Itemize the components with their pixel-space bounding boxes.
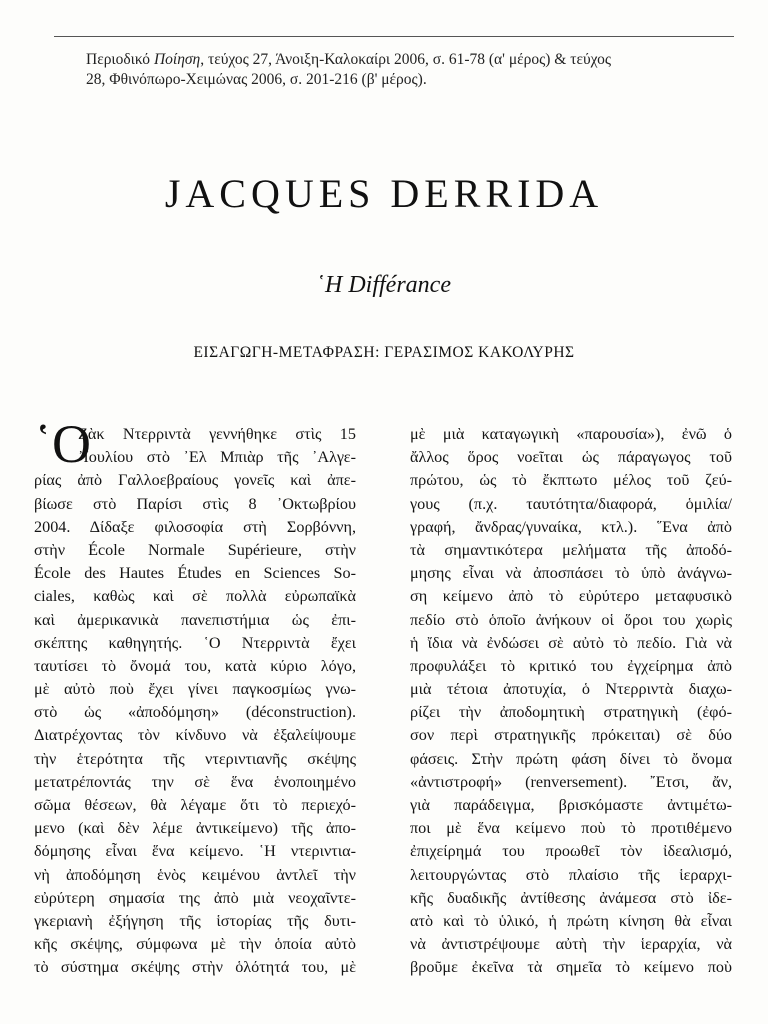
text-line: ciales, καθὼς καὶ σὲ πολλὰ εὐρωπαϊκὰ (34, 587, 356, 606)
text-line: μησης εἶναι νὰ ἀποσπάσει τὸ ὑπὸ ἀνάγνω- (410, 564, 732, 583)
text-line: σον περὶ στρατηγικῆς πρόκειται) σὲ δύο (410, 726, 732, 745)
text-line: εὐρύτερη σημασία της ἀπὸ μιὰ νεοχαῖντε- (34, 888, 356, 907)
essay-subtitle: ῾Η Différance (317, 272, 451, 298)
translator-credit: ΕΙΣΑΓΩΓΗ-ΜΕΤΑΦΡΑΣΗ: ΓΕΡΑΣΙΜΟΣ ΚΑΚΟΛΥΡΗΣ (193, 344, 575, 361)
publication-note-line-1 (86, 50, 736, 70)
text-line: λειτουργώντας στὸ πλαίσιο τῆς ἱεραρχι- (410, 865, 732, 884)
body-column-right (410, 423, 732, 980)
text-line: ση κείμενο ἀπὸ τὸ εὐρύτερο μεταφυσικὸ (410, 587, 732, 606)
journal-name: Ποίηση (153, 51, 201, 68)
text-line: προφυλάξει τὸ κριτικό του ἐγχείρημα ἀπὸ (410, 656, 732, 675)
text-line: γραφή, ἄνδρας/γυναίκα, κτλ.). ῞Ενα ἀπὸ (410, 517, 732, 536)
text-line: ἄλλος ὅρος νοεῖται ὡς πάραγωγος τοῦ (410, 448, 732, 467)
text-line: πεδίο στὸ ὁποῖο ἀνήκουν οἱ ὅροι του χωρὶς (410, 610, 732, 629)
text-line: ᾿Ιουλίου στὸ ᾿Ελ Μπιὰρ τῆς ᾿Αλγε- (78, 448, 356, 467)
text-line: μὲ μιὰ καταγωγικὴ «παρουσία»), ἐνῶ ὁ (410, 425, 732, 443)
text-line: κῆς δυαδικῆς ἀντίθεσης ἀνάμεσα στὸ ἰδε- (410, 888, 732, 907)
text-line: στὸ ὡς «ἀποδόμηση» (déconstruction). (34, 703, 356, 722)
text-line: γκεριανὴ ἐξήγηση τῆς ἱστορίας τῆς δυτι- (34, 911, 356, 930)
text-line: βροῦμε ἐκεῖνα τὰ σημεῖα τὸ κείμενο ποὺ (410, 958, 732, 977)
text-line: βίωσε στὸ Παρίσι στὶς 8 ᾿Οκτωβρίου (34, 494, 356, 513)
text-line: νὴ ἀποδόμηση ἑνὸς κειμένου ἀντλεῖ τὴν (34, 865, 356, 884)
right-column-text (410, 423, 732, 980)
publication-note-prefix: Περιοδικό (86, 51, 154, 68)
text-line: τὰ σημαντικότερα μελήματα τῆς ἀποδό- (410, 540, 732, 559)
text-line: ἐπιχείρημά του προωθεῖ τὸν ἰδεαλισμό, (410, 842, 732, 861)
publication-note-line-2: 28, Φθινόπωρο-Χειμώνας 2006, σ. 201-216 (β' μέρος). (86, 71, 427, 88)
drop-cap-letter: ῾Ο (34, 414, 91, 474)
text-line: καὶ ἀμερικανικὰ πανεπιστήμια ὡς ἐπι- (34, 610, 356, 629)
text-line: ατὸ καὶ τὸ ὑλικό, ἡ πρώτη κίνηση θὰ εἶναι (410, 911, 732, 930)
text-line: μιὰ τέτοια ἀποτυχία, ὁ Ντερριντὰ διαχω- (410, 680, 732, 699)
text-line: μετατρέποντάς την σὲ ἕνα ἑνοποιημένο (34, 772, 356, 791)
text-line: École des Hautes Études en Sciences So- (34, 564, 356, 583)
text-line: γιὰ παράδειγμα, βρισκόμαστε ἀντιμέτω- (410, 796, 732, 814)
text-line: δόμησης εἶναι ἕνα κείμενο. ῾Η ντεριντια- (34, 842, 356, 861)
text-line: κῆς σκέψης, σύμφωνα μὲ τὴν ὁποία αὐτὸ (34, 935, 356, 954)
text-line: πρώτου, ὡς τὸ ἔκπτωτο μέλος τοῦ ζεύ- (410, 471, 732, 490)
text-line: Ζὰκ Ντερριντὰ γεννήθηκε στὶς 15 (78, 425, 356, 443)
text-line: 2004. Δίδαξε φιλοσοφία στὴ Σορβόννη, (34, 517, 356, 536)
text-line: ταυτίσει τὸ ὄνομά του, κατὰ κύριο λόγο, (34, 656, 356, 675)
text-line: Διατρέχοντας τὸν κίνδυνο νὰ ἐξαλείψουμε (34, 726, 356, 745)
text-line: «ἀντιστροφή» (renversement). ῎Ετσι, ἄν, (410, 772, 732, 791)
text-line: μενο (καὶ δὲν λέμε ἀντικείμενο) τῆς ἀπο- (34, 819, 356, 838)
body-column-left (34, 414, 356, 980)
text-line: ποι μὲ ἕνα κείμενο ποὺ τὸ προτιθέμενο (410, 819, 732, 838)
publication-note-rest: , τεύχος 27, Άνοιξη-Καλοκαίρι 2006, σ. 61-78 (α' μέρος) & τεύχος (200, 51, 612, 68)
text-line: φάσεις. Στὴν πρώτη φάση δίνει τὸ ὄνομα (410, 749, 732, 768)
text-line: μὲ αὐτὸ ποὺ ἔχει γίνει παγκοσμίως γνω- (34, 680, 356, 699)
text-line: σῶμα θέσεων, θὰ λέγαμε ὅτι τὸ περιεχό- (34, 796, 356, 814)
text-line: ρίας ἀπὸ Γαλλοεβραίους γονεῖς καὶ ἀπε- (34, 471, 356, 490)
publication-note (86, 50, 736, 90)
drop-cap (34, 414, 91, 477)
text-line: ἡ ἴδια νὰ ἐνδώσει σὲ αὐτὸ τὸ πεδίο. Γιὰ νὰ (410, 633, 732, 652)
top-rule (54, 36, 734, 37)
left-column-text (34, 423, 356, 980)
text-line: νὰ ἀντιστρέψουμε αὐτὴ τὴν ἱεραρχία, νὰ (410, 935, 732, 954)
text-line: σκέπτης καθηγητής. ῾Ο Ντερριντὰ ἔχει (34, 633, 356, 652)
text-line: τὸ σύστημα σκέψης στὴν ὁλότητά του, μὲ (34, 958, 356, 977)
text-line: ρίζει τὴν ἀποδομητικὴ στρατηγικὴ (ἐφό- (410, 703, 732, 722)
text-line: στὴν École Normale Supérieure, στὴν (34, 540, 356, 559)
text-line: γους (π.χ. ταυτότητα/διαφορά, ὁμιλία/ (410, 494, 732, 513)
author-title: JACQUES DERRIDA (164, 171, 604, 216)
text-line: τὴν ἑτερότητα τῆς ντεριντιανῆς σκέψης (34, 749, 356, 768)
